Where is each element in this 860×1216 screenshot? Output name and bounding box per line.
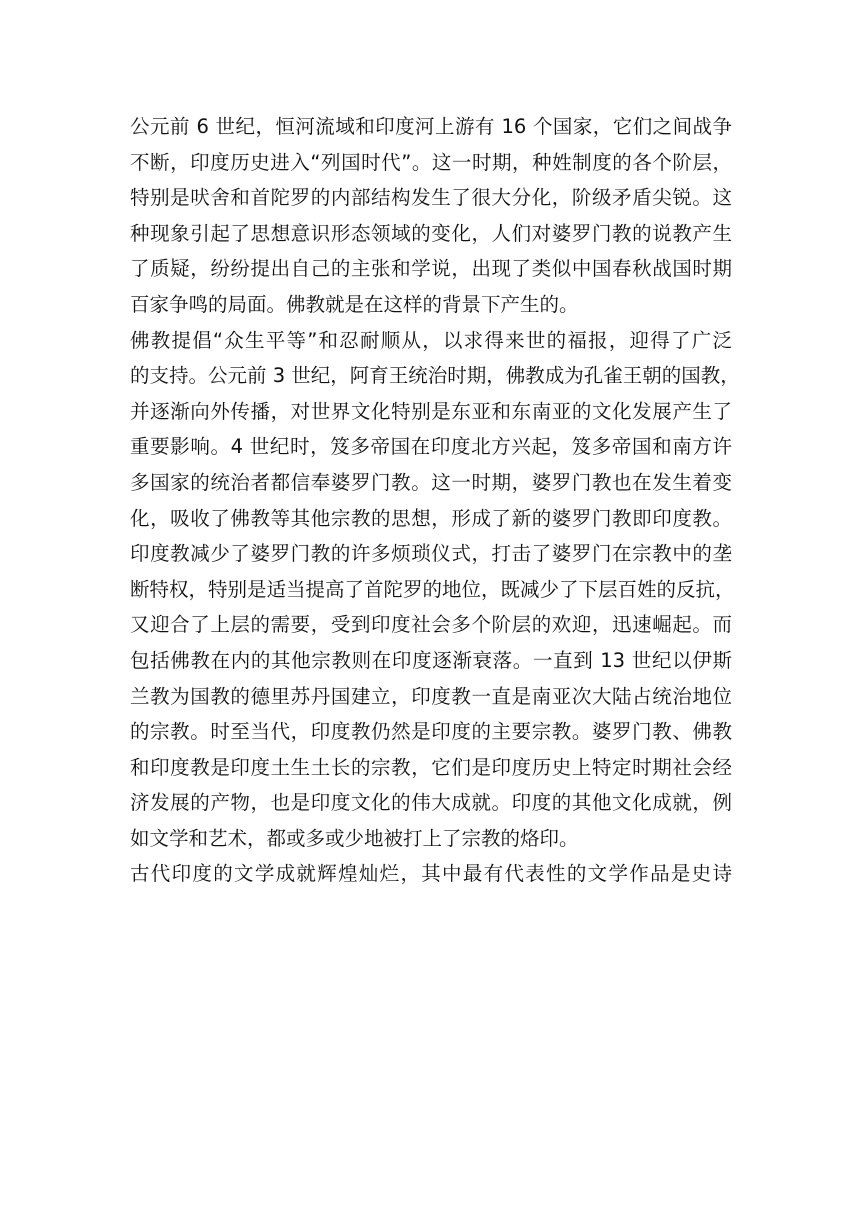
text-line: 并逐渐向外传播，对世界文化特别是东亚和东南亚的文化发展产生了 xyxy=(130,399,732,423)
text-line: 百家争鸣的局面。佛教就是在这样的背景下产生的。 xyxy=(130,292,579,316)
text-line: 的宗教。时至当代，印度教仍然是印度的主要宗教。婆罗门教、佛教 xyxy=(130,720,732,744)
text-line: 印度教减少了婆罗门教的许多烦琐仪式，打击了婆罗门在宗教中的垄 xyxy=(130,542,732,566)
text-line: 种现象引起了思想意识形态领域的变化，人们对婆罗门教的说教产生 xyxy=(130,221,732,245)
text-line: 又迎合了上层的需要，受到印度社会多个阶层的欢迎，迅速崛起。而 xyxy=(130,613,732,637)
paragraph-2 xyxy=(130,323,740,857)
text-line: 多国家的统治者都信奉婆罗门教。这一时期，婆罗门教也在发生着变 xyxy=(130,470,732,494)
paragraph-1 xyxy=(130,109,732,323)
text-line: 了质疑，纷纷提出自己的主张和学说，出现了类似中国春秋战国时期 xyxy=(130,257,732,281)
text-line: 的支持。公元前 3 世纪，阿育王统治时期，佛教成为孔雀王朝的国教， xyxy=(130,364,740,388)
text-line: 公元前 6 世纪，恒河流域和印度河上游有 16 个国家，它们之间战争 xyxy=(130,115,732,138)
text-line: 包括佛教在内的其他宗教则在印度逐渐衰落。一直到 13 世纪以伊斯 xyxy=(130,648,732,672)
text-line: 济发展的产物，也是印度文化的伟大成就。印度的其他文化成就，例 xyxy=(130,791,732,815)
text-line: 不断，印度历史进入“列国时代”。这一时期，种姓制度的各个阶层， xyxy=(130,150,732,174)
document-body xyxy=(130,109,740,892)
text-line: 如文学和艺术，都或多或少地被打上了宗教的烙印。 xyxy=(130,826,579,850)
text-line: 特别是吠舍和首陀罗的内部结构发生了很大分化，阶级矛盾尖锐。这 xyxy=(130,186,732,210)
text-line: 和印度教是印度土生土长的宗教，它们是印度历史上特定时期社会经 xyxy=(130,755,732,779)
text-line: 古代印度的文学成就辉煌灿烂，其中最有代表性的文学作品是史诗 xyxy=(130,862,732,886)
text-line: 重要影响。4 世纪时，笈多帝国在印度北方兴起，笈多帝国和南方许 xyxy=(130,435,732,459)
paragraph-3 xyxy=(130,856,732,892)
text-line: 断特权，特别是适当提高了首陀罗的地位，既减少了下层百姓的反抗， xyxy=(130,577,735,601)
text-line: 化，吸收了佛教等其他宗教的思想，形成了新的婆罗门教即印度教。 xyxy=(130,506,732,530)
text-line: 兰教为国教的德里苏丹国建立，印度教一直是南亚次大陆占统治地位 xyxy=(130,684,732,708)
text-line: 佛教提倡“众生平等”和忍耐顺从，以求得来世的福报，迎得了广泛 xyxy=(130,328,732,352)
